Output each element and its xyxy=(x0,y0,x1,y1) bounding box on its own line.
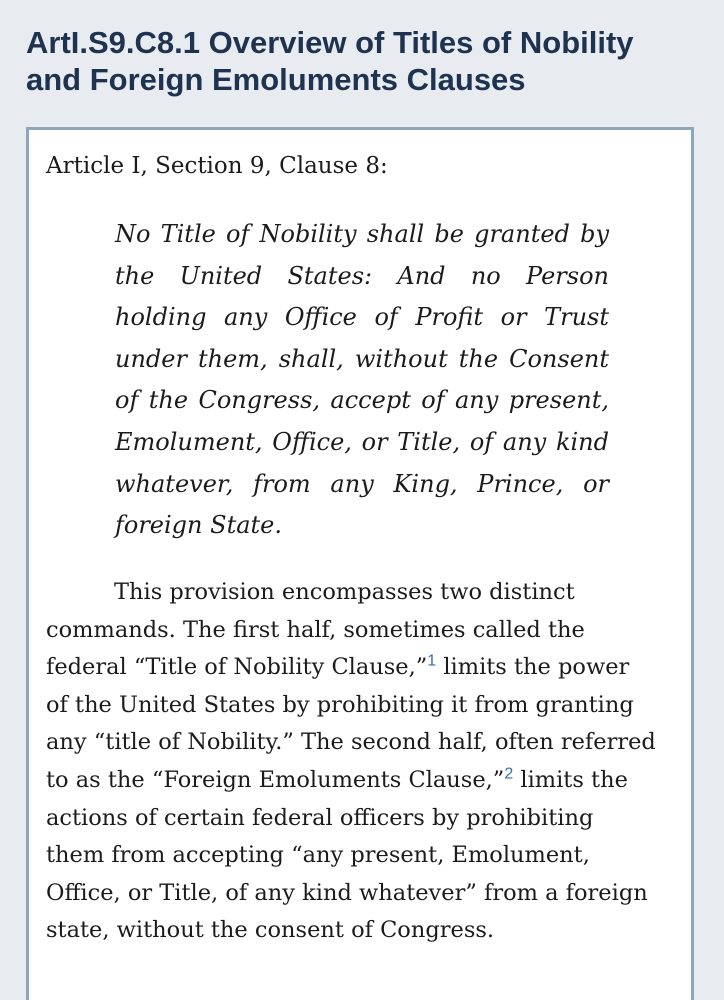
footnote-link-1[interactable]: 1 xyxy=(427,652,437,670)
clause-label: Article I, Section 9, Clause 8: xyxy=(46,153,388,179)
overview-paragraph xyxy=(46,574,658,950)
paragraph-text-1: This provision encompasses two distinct commands. The first half, sometimes called the federal “Title of Nobility Clause,” xyxy=(46,579,585,681)
page-title-line-1: ArtI.S9.C8.1 Overview of Titles of Nobility xyxy=(26,25,634,60)
page-title xyxy=(26,24,706,98)
clause-quote: No Title of Nobility shall be granted by the United States: And no Person holding any Office of Profit or Trust under them, shall, without the Consent of the Congress, accept of any present, Emolument, Office, or Title, of any kind whatever, from any King, Prince, or foreign State. xyxy=(115,220,609,540)
content-card xyxy=(26,127,694,1000)
paragraph-text-3: limits the actions of certain federal officers by prohibiting them from accepting “any present, Emolument, Office, or Title, of any kind whatever” from a foreign state, without the consent of Congress. xyxy=(46,766,648,944)
paragraph-text-2: limits the power of the United States by prohibiting it from granting any “title of Nobility.” The second half, often referred to as the “Foreign Emoluments Clause,” xyxy=(46,654,656,793)
footnote-link-2[interactable]: 2 xyxy=(504,765,514,783)
page-title-line-2: and Foreign Emoluments Clauses xyxy=(26,62,526,97)
